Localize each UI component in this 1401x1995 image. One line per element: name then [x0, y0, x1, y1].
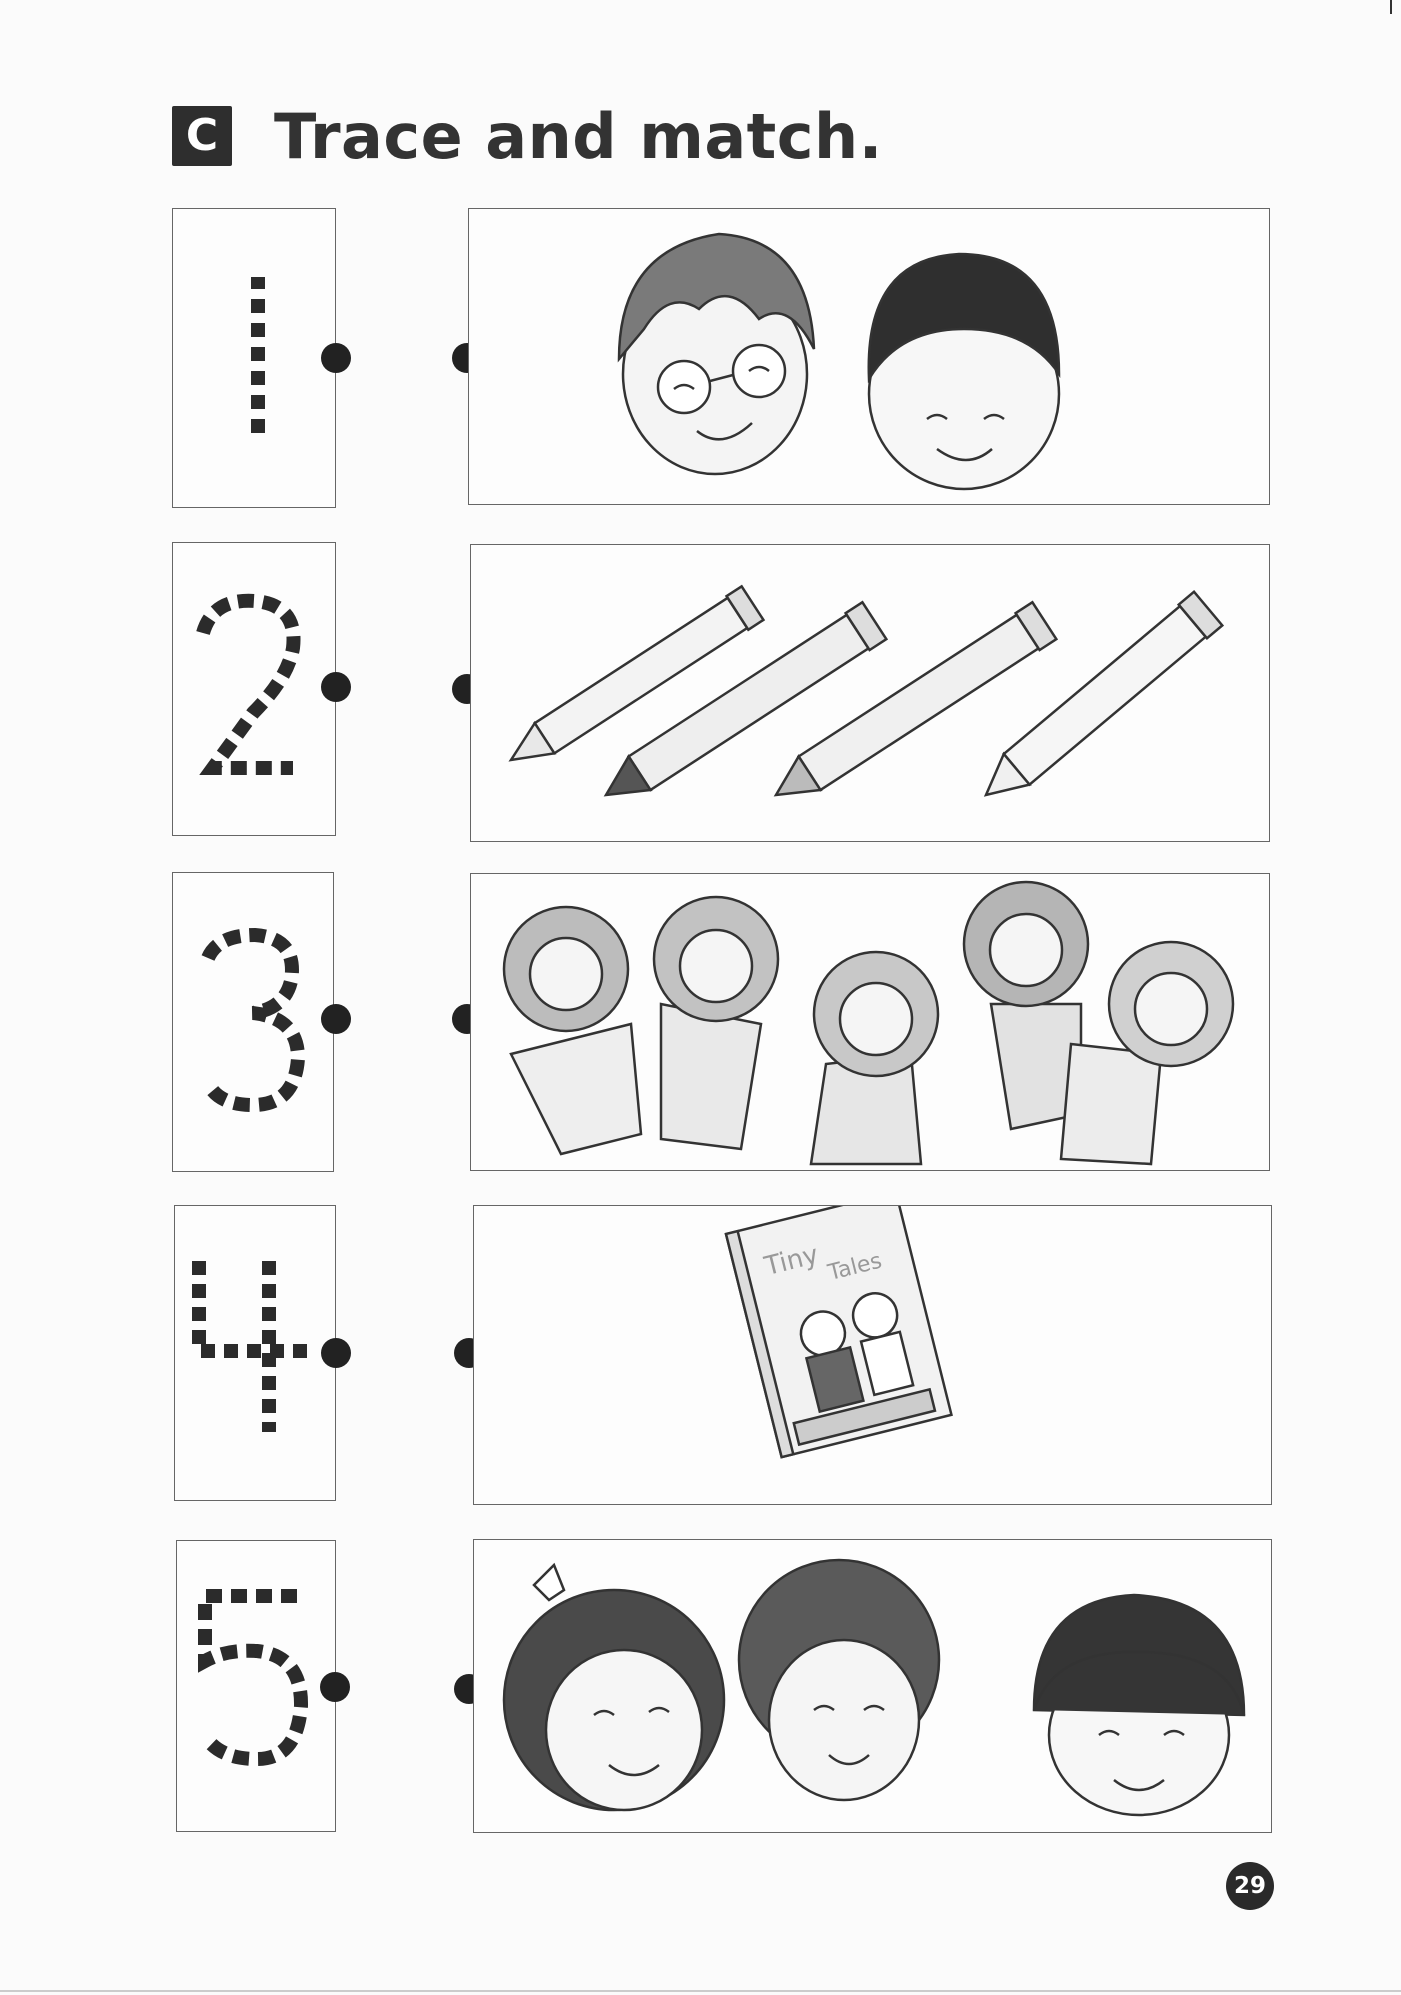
match-dot-number-3[interactable] [321, 1004, 351, 1034]
page-edge-mark [1390, 0, 1392, 14]
lion-puppets-illustration [471, 874, 1270, 1171]
match-dot-number-1[interactable] [321, 343, 351, 373]
match-dot-number-4[interactable] [321, 1338, 351, 1368]
page-number: 29 [1226, 1862, 1274, 1910]
traceable-digit-1[interactable] [173, 209, 337, 509]
number-box-4 [174, 1205, 336, 1501]
book-title-line1: Tiny [761, 1239, 822, 1283]
crayons-illustration [471, 545, 1270, 842]
page-bottom-edge [0, 1990, 1401, 1992]
section-letter: C [185, 110, 219, 161]
section-badge [172, 106, 232, 166]
picture-box-5 [473, 1539, 1272, 1833]
girls-faces-illustration [474, 1540, 1272, 1833]
number-box-5 [176, 1540, 336, 1832]
match-dot-number-2[interactable] [321, 672, 351, 702]
instruction-title: Trace and match. [274, 99, 883, 173]
picture-box-2 [470, 544, 1270, 842]
storybook-illustration [474, 1206, 1272, 1505]
number-box-1 [172, 208, 336, 508]
match-dot-number-5[interactable] [320, 1672, 350, 1702]
exercise-header [172, 99, 883, 173]
boys-faces-illustration [469, 209, 1270, 505]
traceable-digit-2[interactable] [173, 543, 337, 837]
traceable-digit-4[interactable] [175, 1206, 337, 1502]
number-box-2 [172, 542, 336, 836]
number-box-3 [172, 872, 334, 1172]
traceable-digit-5[interactable] [177, 1541, 337, 1833]
book-title-line2: Tales [825, 1248, 885, 1286]
picture-box-3 [470, 873, 1270, 1171]
picture-box-4 [473, 1205, 1272, 1505]
picture-box-1 [468, 208, 1270, 505]
traceable-digit-3[interactable] [173, 873, 335, 1173]
